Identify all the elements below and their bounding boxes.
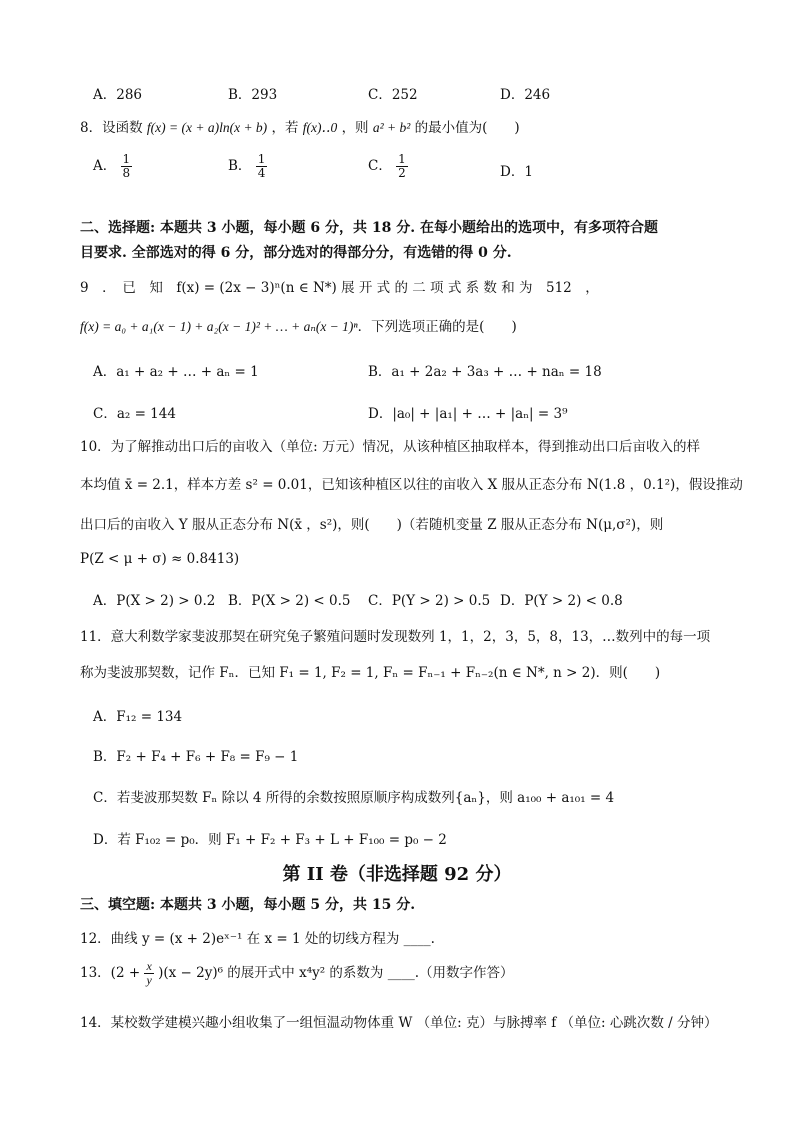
numerator: 1 (398, 152, 406, 166)
fraction (256, 153, 268, 180)
denominator: 8 (122, 166, 131, 180)
q9-prompt: ．下列选项正确的是( ) (357, 319, 517, 335)
q10-line4: P(Z < μ + σ) ≈ 0.8413) (80, 551, 240, 567)
q9-line1: 9 ． 已 知 f(x) = (2x − 3)ⁿ(n ∈ N*) 展 开 式 的 二 项 式 系 数 和 为 512 ， (80, 280, 599, 296)
q9-option-b: B．a₁ + 2a₂ + 3a₃ + … + naₙ = 18 (368, 364, 602, 380)
q8-condition: f(x)‥0 (302, 120, 338, 135)
option-label: C． (368, 158, 392, 174)
numerator: 1 (122, 152, 131, 166)
numerator: 1 (257, 152, 266, 166)
part2-title: 第 II 卷（非选择题 92 分） (282, 864, 512, 885)
q10-line1: 10．为了解推动出口后的亩收入（单位: 万元）情况，从该种植区抽取样本，得到推动出口后亩收入的样 (80, 439, 701, 455)
q7-option-a: A．286 (93, 87, 143, 103)
option-label: B． (228, 158, 252, 174)
q11-option-c: C．若斐波那契数 Fₙ 除以 4 所得的余数按照原顺序构成数列{aₙ}，则 a₁₀₀ + a₁₀₁ = 4 (93, 790, 615, 806)
q9-line2 (80, 318, 517, 336)
q10-line3: 出口后的亩收入 Y 服从正态分布 N(x̄ ，s²)，则( )（若随机变量 Z 服从正态分布 N(μ,σ²)，则 (80, 517, 664, 533)
numerator: x (146, 959, 152, 973)
q10-option-a: A．P(X > 2) > 0.2 (93, 593, 216, 609)
q8-expression: a² + b² (372, 120, 411, 135)
q8-option-b (228, 153, 267, 180)
denominator: 2 (398, 166, 406, 180)
q9-option-a: A．a₁ + a₂ + … + aₙ = 1 (93, 364, 259, 380)
q9-option-d: D．|a₀| + |a₁| + … + |aₙ| = 3⁹ (368, 406, 568, 422)
q13 (80, 960, 514, 987)
q9-expansion: f(x) = a₀ + a₁(x − 1) + a₂(x − 1)² + … + aₙ(x − 1)ⁿ (80, 319, 358, 334)
q13-suffix: )(x − 2y)⁶ 的展开式中 x⁴y² 的系数为 ____.（用数字作答） (158, 965, 514, 981)
q7-option-b: B．293 (228, 87, 278, 103)
q8-option-d: D．1 (500, 164, 533, 180)
q8-option-c (368, 153, 408, 180)
q11-option-a: A．F₁₂ = 134 (93, 709, 183, 725)
q10-line2: 本均值 x̄ = 2.1，样本方差 s² = 0.01，已知该种植区以往的亩收入 X 服从正态分布 N(1.8 ，0.1²)，假设推动 (80, 477, 743, 493)
q8-option-a (93, 153, 132, 180)
q10-option-b: B．P(X > 2) < 0.5 (228, 593, 351, 609)
q8-mid: ，若 (271, 120, 299, 136)
q11-option-d: D．若 F₁₀₂ = p₀．则 F₁ + F₂ + F₃ + L + F₁₀₀ = p₀ − 2 (93, 832, 447, 848)
denominator: 4 (257, 166, 266, 180)
section2-line2: 目要求. 全部选对的得 6 分，部分选对的得部分分，有选错的得 0 分. (80, 245, 512, 261)
q8-stem (80, 119, 520, 137)
q8-suffix: ，则 (341, 120, 369, 136)
q8-function: f(x) = (x + a)ln(x + b) (146, 120, 268, 135)
q7-option-d: D．246 (500, 87, 551, 103)
q8-tail: 的最小值为( ) (414, 120, 520, 136)
fraction (144, 960, 153, 987)
q7-option-c: C．252 (368, 87, 418, 103)
fraction (121, 153, 133, 180)
section2-line1: 二、选择题: 本题共 3 小题，每小题 6 分，共 18 分. 在每小题给出的选项中，有多项符合题 (80, 220, 658, 236)
q10-option-c: C．P(Y > 2) > 0.5 (368, 593, 491, 609)
q14: 14．某校数学建模兴趣小组收集了一组恒温动物体重 W （单位: 克）与脉搏率 f （单位: 心跳次数 / 分钟） (80, 1015, 718, 1031)
fraction (396, 153, 408, 180)
section3-heading: 三、填空题: 本题共 3 小题，每小题 5 分，共 15 分. (80, 897, 416, 913)
denominator: y (146, 973, 152, 987)
q8-prefix: 8．设函数 (80, 120, 143, 136)
q11-option-b: B．F₂ + F₄ + F₆ + F₈ = F₉ − 1 (93, 749, 299, 765)
q10-option-d: D．P(Y > 2) < 0.8 (500, 593, 623, 609)
q9-option-c: C．a₂ = 144 (93, 406, 176, 422)
q11-line1: 11．意大利数学家斐波那契在研究兔子繁殖问题时发现数列 1，1，2，3，5，8，13，…数列中的每一项 (80, 629, 711, 645)
option-label: A． (93, 158, 117, 174)
q13-prefix: 13．(2 + (80, 965, 141, 981)
q12: 12．曲线 y = (x + 2)eˣ⁻¹ 在 x = 1 处的切线方程为 ____. (80, 931, 435, 947)
q11-line2: 称为斐波那契数，记作 Fₙ．已知 F₁ = 1, F₂ = 1, Fₙ = Fₙ₋₁ + Fₙ₋₂(n ∈ N*, n > 2)．则( ) (80, 665, 661, 681)
